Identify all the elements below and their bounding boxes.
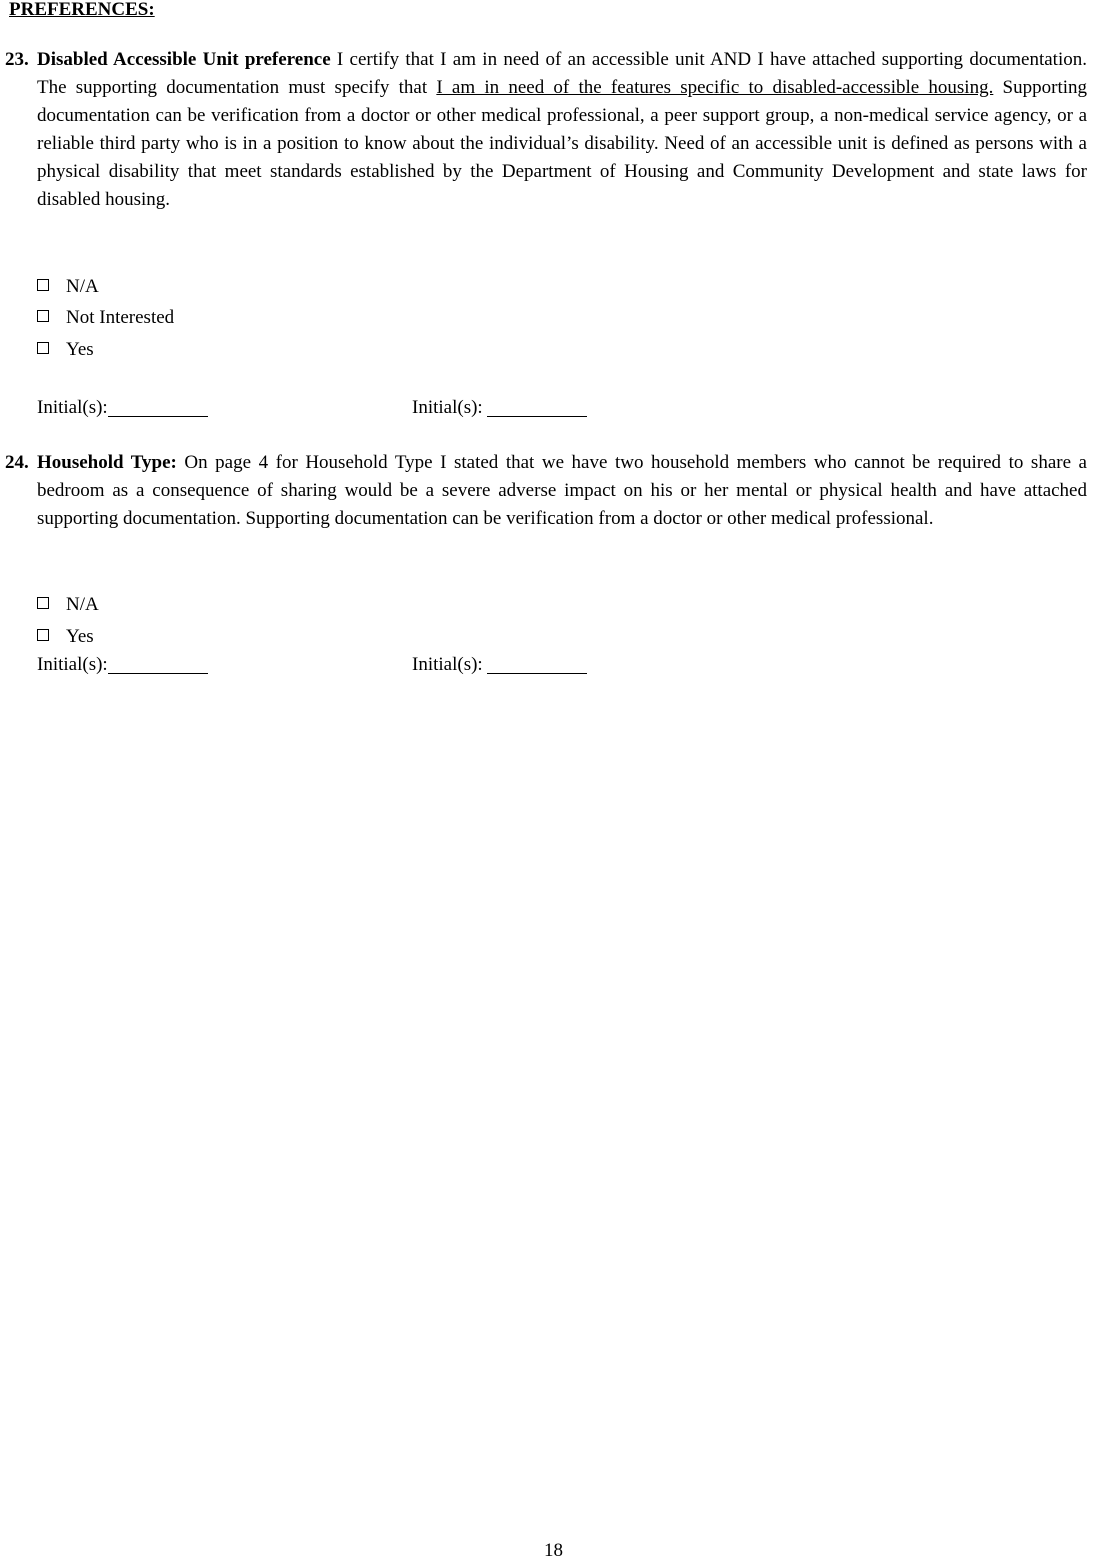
question-24-title: Household Type: <box>37 452 177 473</box>
page-number: 18 <box>544 1540 563 1561</box>
q23-option-not-interested[interactable] <box>37 304 174 332</box>
question-23-text-b: Supporting documentation can be verification from a doctor or other medical professional, a peer support group, a non-medical service agency, or a reliable third party who is in a position to know about the individual’s disability. Need of an accessible unit is defined as persons with a physical disability that meet standards established by the Department of Housing and Community Development and state laws for disabled housing. <box>37 77 1087 210</box>
checkbox-icon[interactable] <box>37 310 49 322</box>
question-23-text <box>37 46 1087 214</box>
question-23-number: 23. <box>5 49 29 70</box>
q24-option-yes[interactable] <box>37 623 94 651</box>
initials-label: Initial(s): <box>37 397 108 418</box>
initials-field[interactable] <box>487 396 587 417</box>
checkbox-icon[interactable] <box>37 629 49 641</box>
q24-option-na[interactable] <box>37 591 99 619</box>
q23-option-yes[interactable] <box>37 336 94 364</box>
section-heading: PREFERENCES: <box>9 0 155 20</box>
q23-option-na[interactable] <box>37 273 99 301</box>
q23-option-label: Yes <box>66 339 94 360</box>
q24-option-label: N/A <box>66 594 99 615</box>
initials-label: Initial(s): <box>37 654 108 675</box>
q23-initials-left <box>37 394 208 422</box>
q23-initials-right <box>412 394 587 422</box>
question-23-underlined: I am in need of the features specific to disabled-accessible housing. <box>436 77 994 98</box>
question-23-text-a: I certify that I am in need of an accessible unit AND I have attached supporting documentation. The supporting documentation must specify that <box>37 49 1087 98</box>
question-24-text <box>37 449 1087 533</box>
q23-option-label: Not Interested <box>66 307 175 328</box>
q24-initials-left <box>37 651 208 679</box>
question-24-number: 24. <box>5 452 29 473</box>
question-24-body: On page 4 for Household Type I stated that we have two household members who cannot be required to share a bedroom as a consequence of sharing would be a severe adverse impact on his or her mental or physical health and have attached supporting documentation. Supporting documentation can be verification from a doctor or other medical professional. <box>37 452 1087 529</box>
checkbox-icon[interactable] <box>37 597 49 609</box>
checkbox-icon[interactable] <box>37 342 49 354</box>
initials-field[interactable] <box>108 653 208 674</box>
q23-option-label: N/A <box>66 276 99 297</box>
question-23 <box>5 46 1087 214</box>
initials-field[interactable] <box>487 653 587 674</box>
initials-label: Initial(s): <box>412 397 483 418</box>
checkbox-icon[interactable] <box>37 279 49 291</box>
question-24 <box>5 449 1087 533</box>
initials-label: Initial(s): <box>412 654 483 675</box>
q24-initials-right <box>412 651 587 679</box>
question-23-title: Disabled Accessible Unit preference <box>37 49 331 70</box>
q24-option-label: Yes <box>66 626 94 647</box>
initials-field[interactable] <box>108 396 208 417</box>
